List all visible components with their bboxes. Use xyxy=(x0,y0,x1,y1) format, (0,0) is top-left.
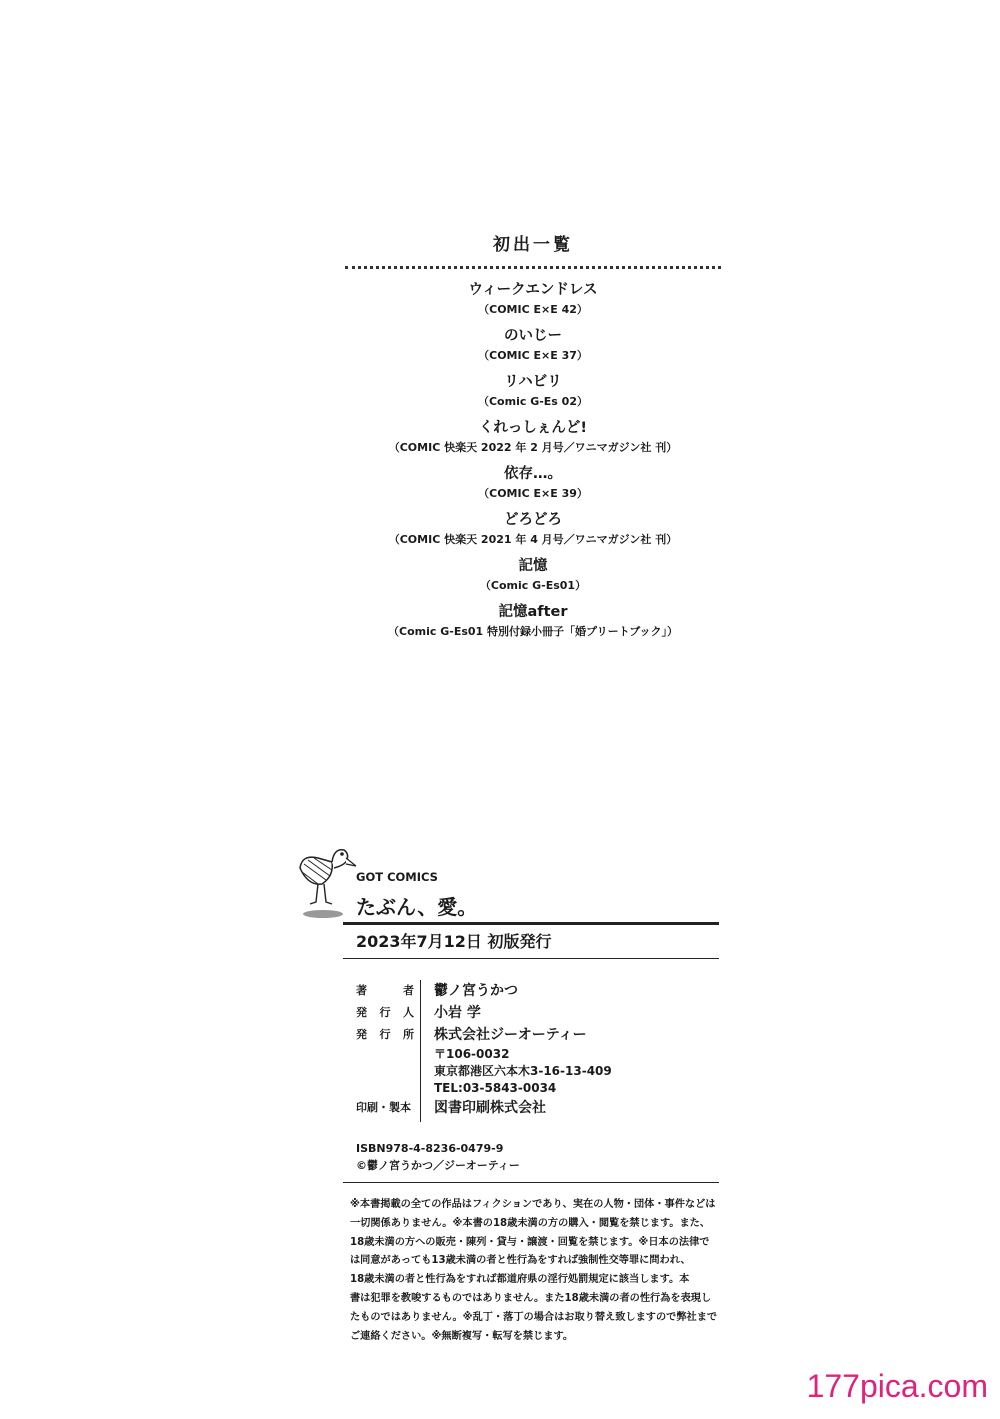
entry-title: のいじー xyxy=(504,328,562,344)
isbn-block xyxy=(356,1140,520,1174)
entry-title: ウィークエンドレス xyxy=(468,282,598,298)
isbn: ISBN978-4-8236-0479-9 xyxy=(356,1142,504,1155)
bird-logo-icon xyxy=(288,840,358,920)
credit-row-publisher xyxy=(356,1024,716,1046)
disclaimer-line: 18歳未満の方への販売・陳列・貸与・譲渡・回覧を禁じます。※日本の法律で xyxy=(350,1236,710,1248)
entry xyxy=(345,279,721,319)
entries xyxy=(345,279,721,641)
entry xyxy=(345,325,721,365)
publisher-person-label: 発 行 人 xyxy=(356,1006,414,1019)
publisher-label: 発 行 所 xyxy=(356,1028,414,1041)
publication-date: 2023年7月12日 初版発行 xyxy=(356,932,552,951)
date-rule xyxy=(343,958,719,959)
printer-name: 図書印刷株式会社 xyxy=(434,1100,546,1116)
entry-title: リハビリ xyxy=(504,374,562,390)
printer-label: 印刷・製本 xyxy=(356,1101,411,1114)
entry-source: （COMIC 快楽天 2021 年 4 月号／ワニマガジン社 刊） xyxy=(388,533,678,546)
watermark-text: 177pica.com xyxy=(806,1368,988,1404)
publisher-person-name: 小岩 学 xyxy=(434,1005,481,1021)
author-label: 著 者 xyxy=(356,984,414,997)
credit-row-printer xyxy=(356,1097,716,1119)
credits-table xyxy=(356,980,716,1119)
series-label: GOT COMICS xyxy=(356,870,438,884)
entry-title: どろどろ xyxy=(504,512,562,528)
publisher-postal-row xyxy=(356,1046,716,1063)
credit-row-publisher-person xyxy=(356,1002,716,1024)
credit-row-author xyxy=(356,980,716,1002)
publisher-postal: 〒106-0032 xyxy=(434,1047,510,1061)
disclaimer-line: ※本書掲載の全ての作品はフィクションであり、実在の人物・団体・事件などは xyxy=(350,1199,716,1210)
entry-title: 記憶 xyxy=(518,558,548,574)
title-rule xyxy=(343,922,719,925)
publisher-address: 東京都港区六本木3-16-13-409 xyxy=(434,1064,612,1078)
author-name: 鬱ノ宮うかつ xyxy=(434,983,518,999)
publisher-tel: TEL:03-5843-0034 xyxy=(434,1081,557,1095)
entry-source: （COMIC E×E 37） xyxy=(478,349,588,362)
disclaimer-line: は同意があっても13歳未満の者と性行為をすれば強制性交等罪に問われ、 xyxy=(350,1255,691,1267)
entry-source: （Comic G-Es 02） xyxy=(477,395,588,408)
entry xyxy=(345,417,721,457)
disclaimer-line: 書は犯罪を教唆するものではありません。また18歳未満の者の性行為を表現し xyxy=(350,1292,712,1304)
entry xyxy=(345,463,721,503)
entry-title: くれっしぇんど! xyxy=(478,420,588,436)
entry-source: （COMIC E×E 39） xyxy=(478,487,588,500)
entry-source: （COMIC 快楽天 2022 年 2 月号／ワニマガジン社 刊） xyxy=(388,441,678,454)
first-appearance-list xyxy=(345,232,721,647)
publisher-name: 株式会社ジーオーティー xyxy=(434,1027,587,1043)
entry-title: 記憶after xyxy=(498,604,568,620)
dotted-divider xyxy=(345,266,721,269)
disclaimer-line: たものではありません。※乱丁・落丁の場合はお取り替え致しますので弊社まで xyxy=(350,1311,718,1323)
entry-source: （Comic G-Es01 特別付録小冊子「婚プリートブック」） xyxy=(388,625,678,638)
entry-source: （Comic G-Es01） xyxy=(479,579,587,592)
entry xyxy=(345,371,721,411)
publisher-tel-row xyxy=(356,1080,716,1097)
entry-source: （COMIC E×E 42） xyxy=(478,303,588,316)
disclaimer-line: ご連絡ください。※無断複写・転写を禁じます。 xyxy=(350,1330,574,1342)
entry xyxy=(345,601,721,641)
copyright: ©鬱ノ宮うかつ／ジーオーティー xyxy=(356,1159,520,1172)
disclaimer-line: 18歳未満の者と性行為をすれば都道府県の淫行処罰規定に該当します。本 xyxy=(350,1274,690,1286)
publisher-address-row xyxy=(356,1063,716,1080)
credits-divider xyxy=(420,980,421,1122)
entry xyxy=(345,509,721,549)
book-title: たぶん、愛。 xyxy=(356,895,478,919)
disclaimer-line: 一切関係ありません。※本書の18歳未満の方の購入・閲覧を禁じます。また、 xyxy=(350,1217,711,1229)
entry-title: 依存…。 xyxy=(504,466,562,482)
first-appearance-heading: 初出一覧 xyxy=(493,235,573,255)
disclaimer-rule xyxy=(343,1182,719,1183)
legal-disclaimer xyxy=(350,1196,722,1346)
entry xyxy=(345,555,721,595)
